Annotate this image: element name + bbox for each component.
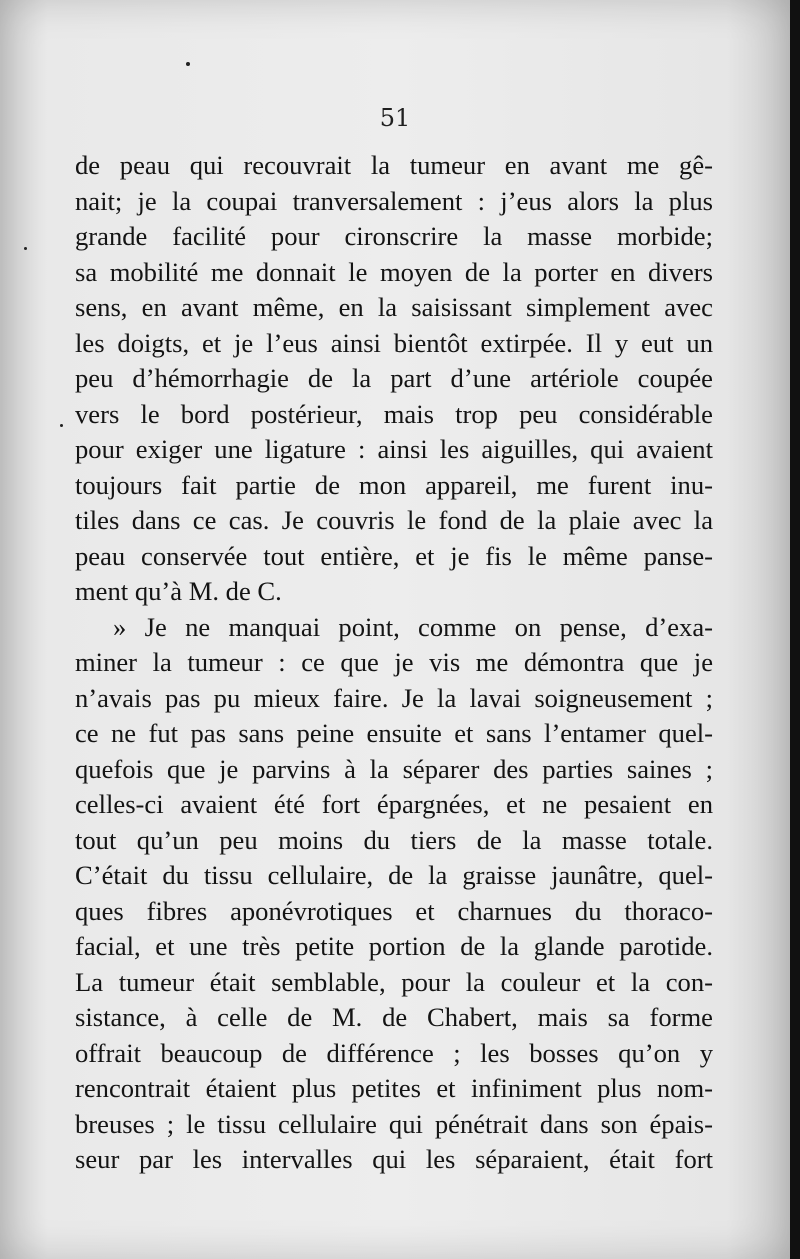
- text-line: sens, en avant même, en la saisissant simplement avec: [75, 292, 713, 322]
- page-number: 51: [379, 104, 411, 132]
- text-line: seur par les intervalles qui les séparaient, était fort: [75, 1144, 713, 1174]
- text-line: La tumeur était semblable, pour la couleur et la con-: [75, 966, 713, 997]
- text-line: tiles dans ce cas. Je couvris le fond de la plaie avec la: [75, 505, 713, 535]
- text-line: vers le bord postérieur, mais trop peu considérable: [75, 398, 713, 429]
- text-line: sa mobilité me donnait le moyen de la porter en divers: [75, 256, 713, 287]
- text-line: ques fibres aponévrotiques et charnues du thoraco-: [75, 895, 713, 926]
- text-line: » Je ne manquai point, comme on pense, d’exa-: [113, 611, 713, 642]
- text-line: celles-ci avaient été fort épargnées, et ne pesaient en: [75, 789, 713, 819]
- text-line: rencontrait étaient plus petites et infiniment plus nom-: [75, 1073, 713, 1103]
- text-line: facial, et une très petite portion de la glande parotide.: [75, 931, 713, 961]
- ink-speck: [60, 424, 63, 427]
- text-line: les doigts, et je l’eus ainsi bientôt extirpée. Il y eut un: [75, 327, 713, 358]
- text-line: tout qu’un peu moins du tiers de la masse totale.: [75, 824, 713, 855]
- text-line: offrait beaucoup de différence ; les bosses qu’on y: [75, 1037, 713, 1068]
- text-line: pour exiger une ligature : ainsi les aiguilles, qui avaient: [75, 434, 713, 464]
- text-line: ce ne fut pas sans peine ensuite et sans l’entamer quel-: [75, 718, 713, 748]
- scan-edge: [790, 0, 800, 1259]
- text-line: sistance, à celle de M. de Chabert, mais sa forme: [75, 1002, 713, 1032]
- text-line: n’avais pas pu mieux faire. Je la lavai soigneusement ;: [75, 682, 713, 713]
- text-line: quefois que je parvins à la séparer des parties saines ;: [75, 753, 713, 784]
- text-line: C’était du tissu cellulaire, de la graisse jaunâtre, quel-: [75, 860, 713, 890]
- text-line: breuses ; le tissu cellulaire qui pénétrait dans son épais-: [75, 1108, 713, 1139]
- ink-speck: [24, 247, 27, 250]
- text-line: peu d’hémorrhagie de la part d’une artériole coupée: [75, 363, 713, 393]
- text-line: de peau qui recouvrait la tumeur en avant me gê-: [75, 150, 713, 180]
- body-text: [75, 148, 713, 1178]
- text-line: nait; je la coupai tranversalement : j’eus alors la plus: [75, 185, 713, 216]
- text-line: grande facilité pour cironscrire la masse morbide;: [75, 221, 713, 251]
- ink-speck: [186, 62, 190, 66]
- text-line: toujours fait partie de mon appareil, me furent inu-: [75, 469, 713, 500]
- text-line: peau conservée tout entière, et je fis le même panse-: [75, 540, 713, 571]
- text-line: miner la tumeur : ce que je vis me démontra que je: [75, 647, 713, 677]
- text-line: ment qu’à M. de C.: [75, 576, 282, 606]
